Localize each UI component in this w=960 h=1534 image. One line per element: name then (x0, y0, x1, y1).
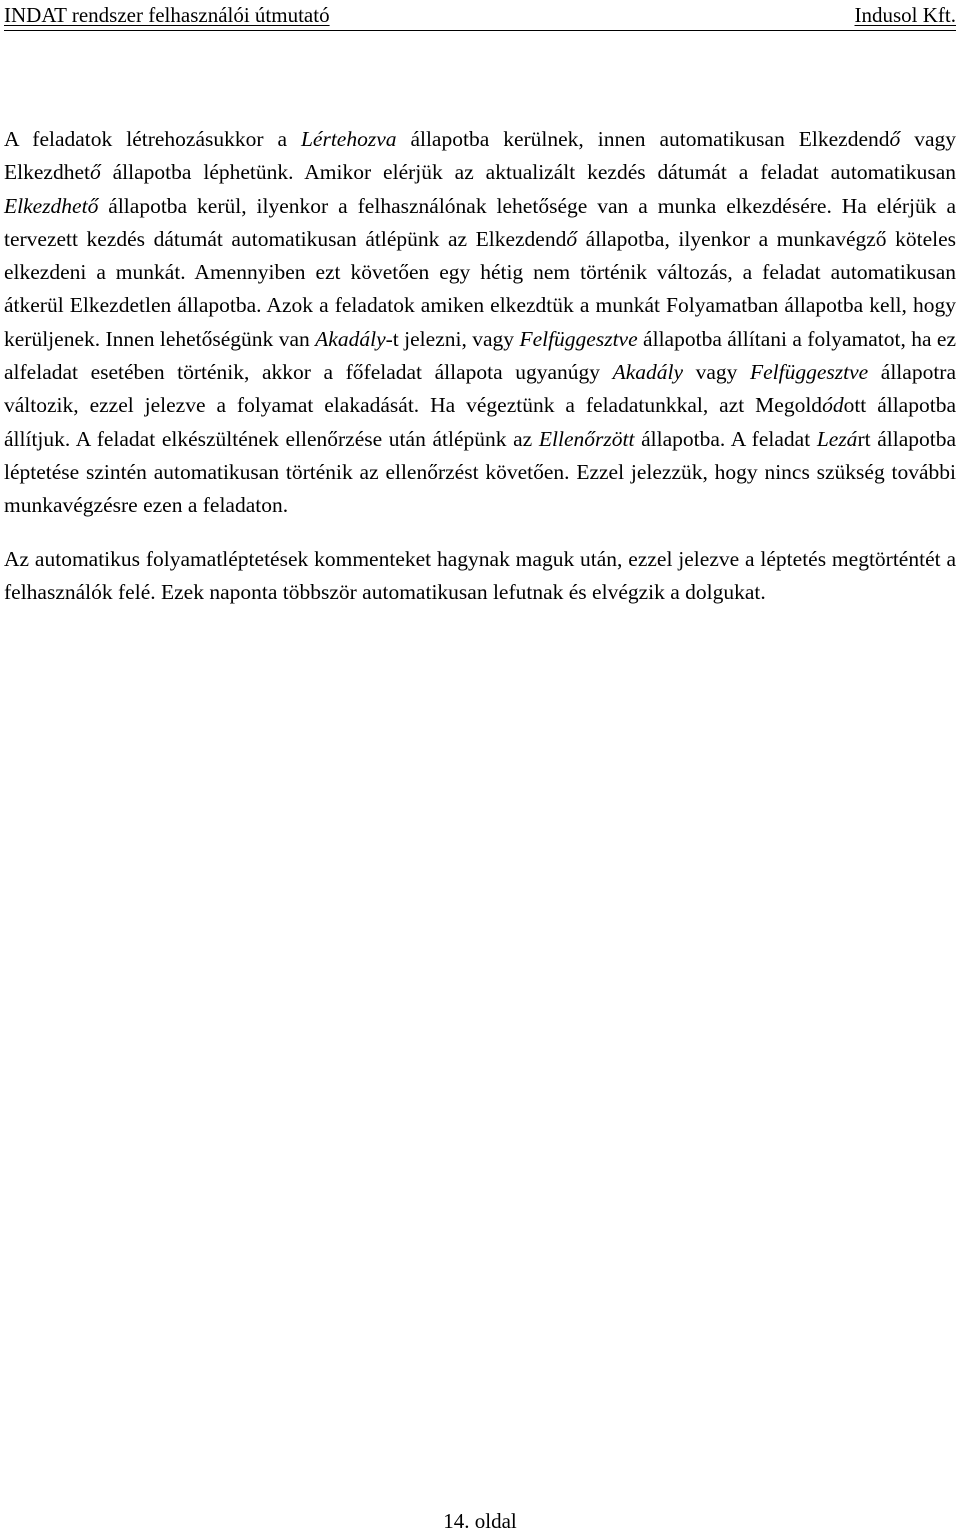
text-run: állapotba kerül, ilyenkor a felhasználónak lehetősége van a munka elkezdésére. Ha elérjük a tervezett kezdés dátumát automatikusan átlépünk az Elkezdend (4, 193, 956, 251)
text-run: állapotba, ilyenkor a munkavégző köteles elkezdeni a munkát. Amennyiben ezt követően egy hétig nem történik változás, a feladat automatikusan átkerül Elkezdetlen állapotba. Azok a feladatok amiken elkezdtük a munkát Folyamatban állapotba kell, hogy kerüljenek. Innen lehetőségünk van (4, 226, 956, 351)
text-run: állapotba állítani a folyamatot, ha ez alfeladat esetében történik, akkor a főfeladat állapota ugyanúgy (4, 326, 957, 385)
text-run: állapotra változik, ezzel jelezve a folyamat elakadását. Ha végeztünk a feladatunkkal, azt Megold (4, 360, 957, 418)
text-run-italic: Felfüggesztve (519, 326, 638, 351)
paragraph-automatic-transitions: Az automatikus folyamatléptetések kommenteket hagynak maguk után, ezzel jelezve a léptetés megtörténtét a felhasználók felé. Ezek naponta többször automatikusan lefutnak és elvégzik a dolgukat. (4, 546, 956, 604)
page-header (4, 0, 956, 31)
text-run-italic: Felfüggesztve (750, 360, 869, 385)
text-run-italic: ő (889, 127, 901, 151)
page-number: 14. oldal (443, 1509, 517, 1533)
text-run: rt állapotba léptetése szintén automatikusan történik az ellenőrzést követően. Ezzel jelezzük, hogy nincs szükség további munkavégzésre ezen a feladaton. (4, 426, 957, 518)
company-name: Indusol Kft. (854, 3, 956, 27)
text-run-italic: Elkezdhető (4, 193, 99, 218)
text-run-italic: ód (822, 393, 844, 418)
text-run: -t jelezni, vagy (385, 326, 520, 351)
page-body (4, 123, 956, 609)
text-run: állapotba. A feladat (634, 426, 817, 451)
document-title: INDAT rendszer felhasználói útmutató (4, 3, 330, 27)
text-run-italic: Lértehozva (300, 127, 397, 151)
paragraph-status-workflow (4, 123, 956, 523)
text-run-italic: Akadály (315, 326, 386, 351)
text-run-italic: ő (89, 160, 101, 185)
text-run-italic: Ellenőrzött (538, 426, 635, 451)
text-run: vagy Elkezdhet (4, 127, 957, 185)
text-run-italic: ő (566, 226, 578, 251)
text-run: ott állapotba állítjuk. A feladat elkészültének ellenőrzése után átlépünk az (4, 393, 956, 451)
text-run: állapotba kerülnek, innen automatikusan Elkezdend (396, 127, 890, 151)
text-run: vagy (683, 360, 750, 385)
text-run: A feladatok létrehozásukkor a (4, 127, 301, 151)
text-run-italic: Lezá (816, 426, 858, 451)
text-run: állapotba léphetünk. Amikor elérjük az aktualizált kezdés dátumát a feladat automatikusan (100, 160, 956, 185)
text-run-italic: Akadály (612, 360, 684, 385)
